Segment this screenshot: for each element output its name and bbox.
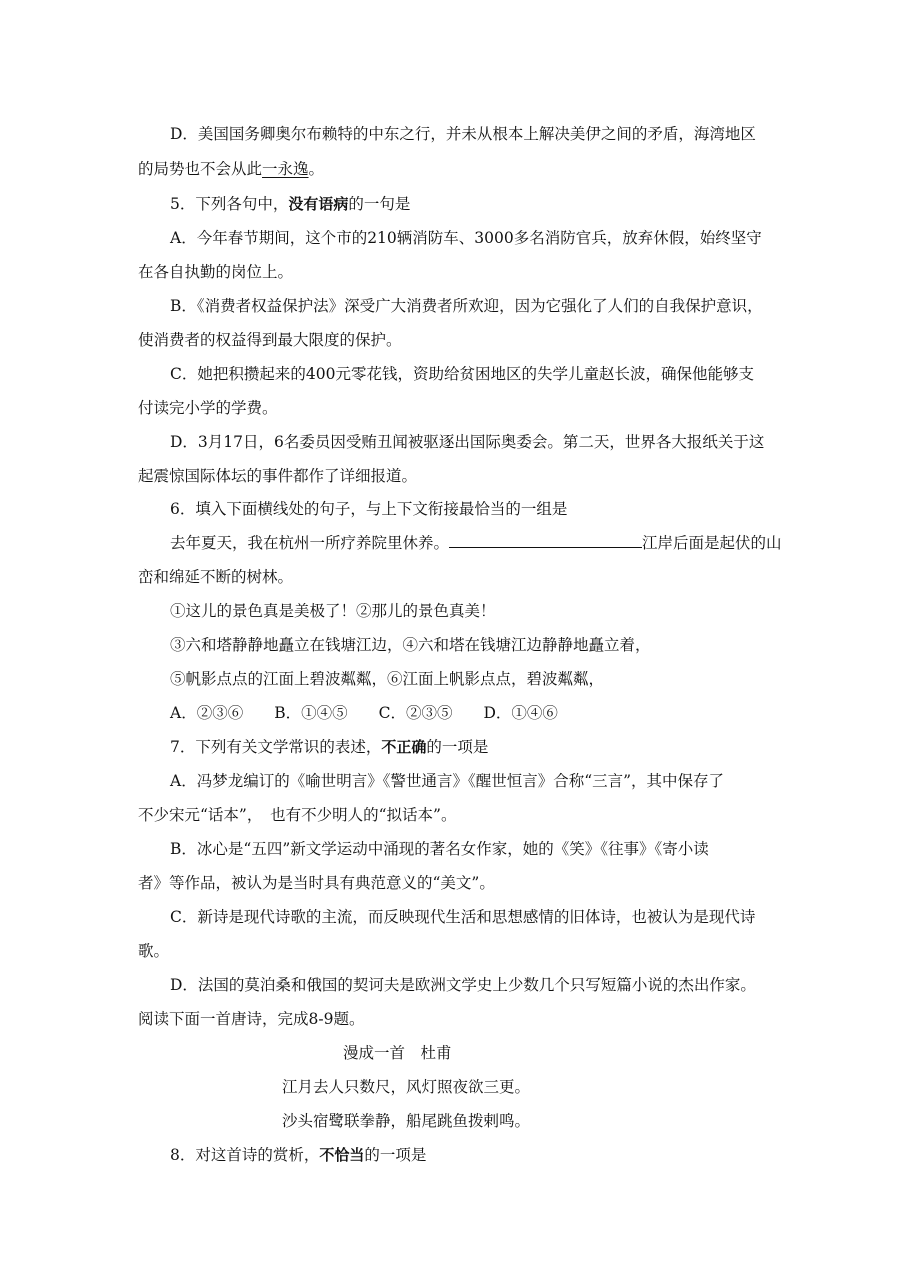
q6-passage-line1: 去年夏天，我在杭州一所疗养院里休养。 江岸后面是起伏的山 (170, 534, 782, 552)
q6-passage-line2: 峦和绵延不断的树林。 (138, 568, 294, 586)
poem-title: 漫成一首 杜甫 (343, 1044, 452, 1062)
q7-stem: 7．下列有关文学常识的表述，不正确的一项是 (170, 738, 489, 756)
q5-option-a-line1: A．今年春节期间，这个市的210辆消防车、3000多名消防官兵，放弃休假，始终坚守 (170, 229, 762, 247)
q7-keyword: 不正确 (381, 738, 427, 756)
q6-sentences-3-4: ③六和塔静静地矗立在钱塘江边，④六和塔在钱塘江边静静地矗立着， (170, 636, 651, 654)
q8-stem: 8．对这首诗的赏析，不恰当的一项是 (170, 1146, 427, 1164)
q5-option-c-line2: 付读完小学的学费。 (138, 399, 278, 417)
q7-option-d-line1: D．法国的莫泊桑和俄国的契诃夫是欧洲文学史上少数几个只写短篇小说的杰出作家。 (170, 976, 756, 994)
q5-stem: 5．下列各句中，没有语病的一句是 (170, 195, 411, 213)
q6-stem: 6．填入下面横线处的句子，与上下文衔接最恰当的一组是 (170, 500, 568, 518)
q4-option-d-line1: D．美国国务卿奥尔布赖特的中东之行，并未从根本上解决美伊之间的矛盾，海湾地区 (170, 125, 756, 143)
q7-option-b-line2: 者》等作品，被认为是当时具有典范意义的“美文”。 (138, 874, 495, 892)
q5-option-b-line1: B．《消费者权益保护法》深受广大消费者所欢迎，因为它强化了人们的自我保护意识， (170, 297, 763, 315)
q6-sentences-1-2: ①这儿的景色真是美极了！②那儿的景色真美！ (170, 602, 496, 620)
poem-line-1: 江月去人只数尺，风灯照夜欲三更。 (282, 1078, 531, 1096)
q5-option-d-line1: D．3月17日，6名委员因受贿丑闻被驱逐出国际奥委会。第二天，世界各大报纸关于这 (170, 433, 765, 451)
q5-option-b-line2: 使消费者的权益得到最大限度的保护。 (138, 331, 402, 349)
q7-option-b-line1: B．冰心是“五四”新文学运动中涌现的著名女作家，她的《笑》《往事》《寄小读 (170, 840, 709, 858)
q7-option-c-line1: C．新诗是现代诗歌的主流，而反映现代生活和思想感情的旧体诗，也被认为是现代诗 (170, 908, 756, 926)
q7-option-a-line2: 不少宋元“话本”， 也有不少明人的“拟话本”。 (138, 806, 457, 824)
reading-intro: 阅读下面一首唐诗，完成8-9题。 (138, 1010, 365, 1028)
q4-option-d-line2: 的局势也不会从此一永逸。 (138, 160, 325, 178)
q5-keyword: 没有语病 (288, 195, 349, 213)
q5-option-c-line1: C．她把积攒起来的400元零花钱，资助给贫困地区的失学儿童赵长波，确保他能够支 (170, 365, 754, 383)
q6-sentences-5-6: ⑤帆影点点的江面上碧波粼粼，⑥江面上帆影点点，碧波粼粼， (170, 670, 605, 688)
q7-option-a-line1: A．冯梦龙编订的《喻世明言》《警世通言》《醒世恒言》合称“三言”，其中保存了 (170, 772, 725, 790)
answer-blank (449, 533, 642, 548)
q7-option-c-line2: 歌。 (138, 942, 170, 960)
q6-choices: A．②③⑥ B．①④⑤ C．②③⑤ D．①④⑥ (170, 704, 558, 722)
q5-option-a-line2: 在各自执勤的岗位上。 (138, 263, 294, 281)
q5-option-d-line2: 起震惊国际体坛的事件都作了详细报道。 (138, 467, 418, 485)
poem-line-2: 沙头宿鹭联拳静，船尾跳鱼拨剌鸣。 (282, 1112, 531, 1130)
underlined-idiom: 一永逸 (262, 160, 309, 178)
q8-keyword: 不恰当 (319, 1146, 365, 1164)
